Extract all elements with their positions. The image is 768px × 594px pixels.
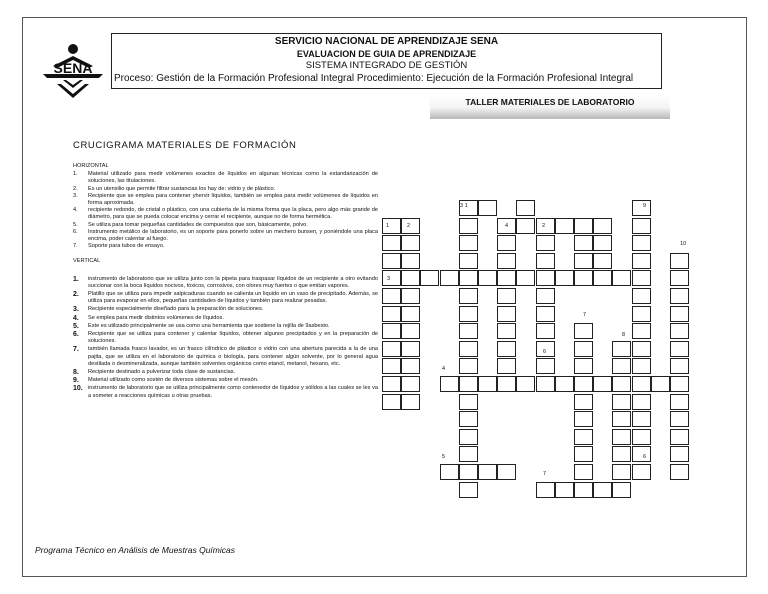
grid-number: 3: [387, 276, 391, 282]
crossword-cell[interactable]: [536, 482, 555, 498]
clue-item: [73, 171, 378, 185]
crossword-cell[interactable]: [440, 376, 459, 392]
clue-number: 6.: [73, 228, 78, 235]
crossword-cell[interactable]: [497, 306, 516, 322]
clue-text: Se emplea para medir distintos volúmenes de líquidos.: [88, 314, 224, 321]
clue-item: [73, 229, 378, 243]
vertical-clues: [73, 276, 378, 400]
clue-number: 9.: [73, 377, 79, 385]
crossword-cell[interactable]: [632, 253, 651, 269]
crossword-cell[interactable]: [593, 270, 612, 286]
crossword-cell[interactable]: [555, 218, 574, 234]
crossword-cell[interactable]: [382, 288, 401, 304]
clue-text: Recipiente destinado a pulverizar toda clase de sustancias.: [88, 369, 236, 376]
clue-item: [73, 193, 378, 207]
crossword-cell[interactable]: [670, 288, 689, 304]
crossword-cell[interactable]: [574, 464, 593, 480]
clue-number: 4.: [73, 314, 79, 322]
crossword-cell[interactable]: [670, 429, 689, 445]
crossword-cell[interactable]: [382, 270, 401, 286]
crossword-cell[interactable]: [497, 358, 516, 374]
clue-item: [73, 222, 378, 229]
clue-number: 8.: [73, 369, 79, 377]
clue-item: [73, 315, 378, 322]
crossword-cell[interactable]: [478, 270, 497, 286]
clue-item: [73, 323, 378, 330]
crossword-cell[interactable]: [401, 270, 420, 286]
grid-number: 2: [407, 223, 411, 229]
clue-text: Este es utilizado principalmente se usa como una herramienta que sostiene la rejilla de 9asbesto.: [88, 322, 330, 329]
crossword-cell[interactable]: [612, 341, 631, 357]
grid-number: 8: [622, 332, 626, 338]
crossword-cell[interactable]: [536, 376, 555, 392]
crossword-cell[interactable]: [516, 200, 535, 216]
crossword-cell[interactable]: [459, 341, 478, 357]
crossword-cell[interactable]: [459, 306, 478, 322]
grid-number: 7: [583, 312, 587, 318]
crossword-cell[interactable]: [401, 341, 420, 357]
crossword-cell[interactable]: [670, 464, 689, 480]
clue-text: recipiente redondo, de cristal o plástico, con una cubierta de la misma forma que la placa, pero algo más grande de diámetro, para que se pueda colocar encima y cerrar el recipiente, aunque no de forma hermética.: [88, 207, 378, 221]
crossword-cell[interactable]: [670, 411, 689, 427]
grid-number: 6: [543, 349, 547, 355]
crossword-cell[interactable]: [612, 376, 631, 392]
crossword-cell[interactable]: [440, 464, 459, 480]
crossword-cell[interactable]: [516, 376, 535, 392]
crossword-cell[interactable]: [632, 200, 651, 216]
crossword-cell[interactable]: [632, 429, 651, 445]
crossword-cell[interactable]: [382, 341, 401, 357]
crossword-cell[interactable]: [574, 376, 593, 392]
crossword-cell[interactable]: [574, 341, 593, 357]
crossword-cell[interactable]: [574, 411, 593, 427]
grid-number: 10: [680, 241, 687, 247]
crossword-cell[interactable]: [401, 218, 420, 234]
crossword-cell[interactable]: [497, 464, 516, 480]
crossword-cell[interactable]: [593, 253, 612, 269]
crossword-cell[interactable]: [555, 376, 574, 392]
crossword-cell[interactable]: [670, 306, 689, 322]
crossword-grid: [382, 200, 722, 500]
crossword-cell[interactable]: [574, 235, 593, 251]
crossword-cell[interactable]: [401, 306, 420, 322]
crossword-cell[interactable]: [459, 464, 478, 480]
taller-title-bar: TALLER MATERIALES DE LABORATORIO: [430, 94, 670, 119]
grid-number: 4: [505, 223, 509, 229]
grid-number: 5: [442, 454, 446, 460]
clue-number: 5.: [73, 322, 79, 330]
sena-logo-icon: [33, 40, 113, 100]
crossword-cell[interactable]: [382, 235, 401, 251]
clue-text: Se utiliza para tomar pequeñas cantidades de compuestos que son, básicamente, polvo.: [88, 221, 308, 228]
crossword-cell[interactable]: [574, 429, 593, 445]
crossword-cell[interactable]: [401, 376, 420, 392]
crossword-cell[interactable]: [382, 376, 401, 392]
clue-item: [73, 331, 378, 345]
crossword-cell[interactable]: [497, 270, 516, 286]
crossword-cell[interactable]: [612, 411, 631, 427]
clue-number: 10.: [73, 385, 83, 393]
clue-number: 3.: [73, 192, 78, 199]
crossword-cell[interactable]: [459, 235, 478, 251]
crossword-cell[interactable]: [420, 270, 439, 286]
crossword-cell[interactable]: [670, 270, 689, 286]
clue-number: 2.: [73, 185, 78, 192]
crossword-cell[interactable]: [593, 482, 612, 498]
clue-item: [73, 186, 378, 193]
horizontal-clues: [73, 171, 378, 250]
crossword-cell[interactable]: [401, 394, 420, 410]
crossword-cell[interactable]: [632, 341, 651, 357]
crossword-cell[interactable]: [516, 270, 535, 286]
clue-number: 1.: [73, 171, 78, 178]
crossword-cell[interactable]: [459, 482, 478, 498]
grid-number: 6: [643, 454, 647, 460]
crossword-cell[interactable]: [459, 323, 478, 339]
crossword-cell[interactable]: [574, 394, 593, 410]
header-line4: Proceso: Gestión de la Formación Profesional Integral Procedimiento: Ejecución de la Formación Profesional Integral: [114, 73, 634, 84]
clue-item: [73, 346, 378, 368]
crossword-cell[interactable]: [459, 288, 478, 304]
crossword-cell[interactable]: [670, 446, 689, 462]
crossword-cell[interactable]: [459, 411, 478, 427]
clue-text: Instrumento metálico de laboratorio, es un soporte para ponerlo sobre un mechero bunsen, y poniéndole una placa encima, poder calentar al fuego.: [88, 228, 378, 243]
crossword-title: CRUCIGRAMA MATERIALES DE FORMACIÓN: [73, 140, 297, 151]
crossword-cell[interactable]: [612, 482, 631, 498]
crossword-cell[interactable]: [497, 323, 516, 339]
clue-number: 7.: [73, 243, 78, 250]
crossword-cell[interactable]: [670, 341, 689, 357]
clue-text: instrumento de laboratorio que se utiliza principalmente como contenedor de líquidos y sólidos a las cuales se les va a someter a reacciones químicas u otras pruebas.: [88, 385, 378, 399]
header-line1: SERVICIO NACIONAL DE APRENDIZAJE SENA: [274, 36, 499, 47]
crossword-cell[interactable]: [574, 218, 593, 234]
crossword-cell[interactable]: [536, 288, 555, 304]
clue-number: 3.: [73, 306, 79, 314]
horizontal-label: HORIZONTAL: [73, 163, 109, 169]
crossword-cell[interactable]: [459, 376, 478, 392]
crossword-cell[interactable]: [382, 358, 401, 374]
grid-number: 1: [386, 223, 390, 229]
clue-text: Material utilizado como sostén de diversos sistemas sobre el mesón.: [88, 377, 259, 384]
clue-text: Recipiente especialmente diseñado para la preparación de soluciones.: [88, 306, 264, 313]
clue-text: Recipiente que se utiliza para contener y calentar líquidos, obtener algunos precipitados y en la preparación de soluciones.: [88, 331, 378, 345]
crossword-cell[interactable]: [632, 394, 651, 410]
vertical-label: VERTICAL: [73, 258, 101, 265]
clue-text: Soporte para tubos de ensayo.: [88, 243, 165, 250]
clue-text: Es un utensilio que permite filtrar sustancias los hay de: vidrio y de plástico.: [88, 185, 276, 192]
crossword-cell[interactable]: [382, 306, 401, 322]
crossword-cell[interactable]: [459, 218, 478, 234]
crossword-cell[interactable]: [632, 235, 651, 251]
crossword-cell[interactable]: [478, 200, 497, 216]
crossword-cell[interactable]: [459, 394, 478, 410]
document-header: [111, 33, 662, 89]
crossword-cell[interactable]: [536, 270, 555, 286]
crossword-cell[interactable]: [536, 253, 555, 269]
crossword-cell[interactable]: [497, 253, 516, 269]
crossword-cell[interactable]: [497, 341, 516, 357]
crossword-cell[interactable]: [670, 394, 689, 410]
crossword-cell[interactable]: [536, 218, 555, 234]
crossword-cell[interactable]: [459, 429, 478, 445]
clue-item: [73, 369, 378, 376]
logo-text: SENA: [53, 60, 93, 76]
crossword-cell[interactable]: [574, 482, 593, 498]
crossword-cell[interactable]: [632, 464, 651, 480]
crossword-cell[interactable]: [574, 270, 593, 286]
clue-text: instrumento de laboratorio que se utiliza junto con la pipeta para traspasar líquidos de un recipiente a otro evitando succionar con la boca líquidos nocivos, tóxicos, corrosivos, con olores muy fuertes o que emitan vapores.: [88, 275, 378, 289]
crossword-cell[interactable]: [440, 270, 459, 286]
crossword-cell[interactable]: [670, 323, 689, 339]
crossword-cell[interactable]: [632, 376, 651, 392]
clue-text: Recipiente que se emplea para contener yhervir líquidos, también se emplea para medir volúmenes de líquidos en forma aproximada.: [88, 192, 378, 207]
crossword-cell[interactable]: [497, 376, 516, 392]
crossword-cell[interactable]: [382, 394, 401, 410]
crossword-cell[interactable]: [670, 253, 689, 269]
clue-number: 6.: [73, 331, 79, 339]
sena-logo: [33, 40, 113, 100]
clue-item: [73, 207, 378, 221]
crossword-cell[interactable]: [401, 358, 420, 374]
crossword-cell[interactable]: [574, 446, 593, 462]
crossword-cell[interactable]: [459, 270, 478, 286]
crossword-cell[interactable]: [401, 253, 420, 269]
crossword-cell[interactable]: [459, 253, 478, 269]
clue-text: Material utilizado para medir volúmenes exactos de líquidos en algunas técnicas como la estandarización de soluciones, las titulaciones.: [88, 171, 378, 185]
crossword-cell[interactable]: [670, 376, 689, 392]
clue-number: 1.: [73, 275, 79, 283]
crossword-cell[interactable]: [632, 323, 651, 339]
crossword-cell[interactable]: [497, 288, 516, 304]
grid-number: 3 1: [460, 203, 468, 209]
crossword-cell[interactable]: [555, 482, 574, 498]
crossword-cell[interactable]: [574, 253, 593, 269]
crossword-cell[interactable]: [632, 358, 651, 374]
crossword-cell[interactable]: [632, 288, 651, 304]
crossword-cell[interactable]: [459, 358, 478, 374]
grid-number: 7: [543, 471, 547, 477]
crossword-cell[interactable]: [401, 288, 420, 304]
clue-item: [73, 243, 378, 250]
clue-text: también llamada frasco lavador, es un frasco cilíndrico de plástico o vidrio con una abertura parecida a la de una pajita, que se utiliza en el laboratorio de química o biología, para contener algún solvente, por lo general agua destilada o desmineralizada, aunque también solventes orgánicos como etanol, metanol, hexano, etc.: [88, 346, 378, 367]
crossword-cell[interactable]: [497, 235, 516, 251]
crossword-cell[interactable]: [459, 446, 478, 462]
footer-program: Programa Técnico en Análisis de Muestras Químicas: [35, 545, 235, 555]
crossword-cell[interactable]: [632, 218, 651, 234]
crossword-cell[interactable]: [401, 323, 420, 339]
clue-item: [73, 377, 378, 384]
header-line2: EVALUACION DE GUIA DE APRENDIZAJE: [296, 49, 477, 59]
crossword-cell[interactable]: [612, 446, 631, 462]
crossword-cell[interactable]: [382, 253, 401, 269]
grid-number: 2: [542, 223, 546, 229]
grid-number: 4: [442, 366, 446, 372]
crossword-cell[interactable]: [632, 411, 651, 427]
crossword-cell[interactable]: [612, 358, 631, 374]
clue-item: [73, 306, 378, 313]
clues-panel: [73, 163, 378, 401]
clue-number: 7.: [73, 346, 79, 354]
crossword-cell[interactable]: [612, 394, 631, 410]
crossword-cell[interactable]: [651, 376, 670, 392]
crossword-cell[interactable]: [632, 446, 651, 462]
crossword-cell[interactable]: [632, 270, 651, 286]
crossword-cell[interactable]: [632, 306, 651, 322]
crossword-cell[interactable]: [612, 464, 631, 480]
crossword-cell[interactable]: [555, 270, 574, 286]
crossword-cell[interactable]: [670, 358, 689, 374]
crossword-cell[interactable]: [574, 323, 593, 339]
crossword-cell[interactable]: [401, 235, 420, 251]
crossword-cell[interactable]: [593, 376, 612, 392]
clue-item: [73, 385, 378, 399]
crossword-cell[interactable]: [574, 358, 593, 374]
crossword-cell[interactable]: [536, 358, 555, 374]
crossword-cell[interactable]: [593, 235, 612, 251]
header-line3: SISTEMA INTEGRADO DE GESTIÓN: [305, 60, 468, 71]
crossword-cell[interactable]: [382, 323, 401, 339]
clue-text: Platillo que se utiliza para impedir salpicaduras cuando se calienta un liquido en un vaso de precipitado. Además, se utiliza para evaporar en ellos, pequeñas cantidades de líquidos y también para realizar pesadas.: [88, 291, 378, 305]
clue-item: [73, 291, 378, 305]
crossword-cell[interactable]: [536, 323, 555, 339]
crossword-cell[interactable]: [478, 376, 497, 392]
crossword-cell[interactable]: [612, 429, 631, 445]
crossword-cell[interactable]: [382, 218, 401, 234]
crossword-cell[interactable]: [516, 218, 535, 234]
clue-number: 2.: [73, 291, 79, 299]
grid-number: 9: [643, 203, 647, 209]
crossword-cell[interactable]: [478, 464, 497, 480]
crossword-cell[interactable]: [612, 270, 631, 286]
clue-number: 5.: [73, 221, 78, 228]
crossword-cell[interactable]: [536, 235, 555, 251]
crossword-cell[interactable]: [536, 306, 555, 322]
clue-item: [73, 276, 378, 290]
crossword-cell[interactable]: [593, 218, 612, 234]
clue-number: 4.: [73, 207, 78, 214]
